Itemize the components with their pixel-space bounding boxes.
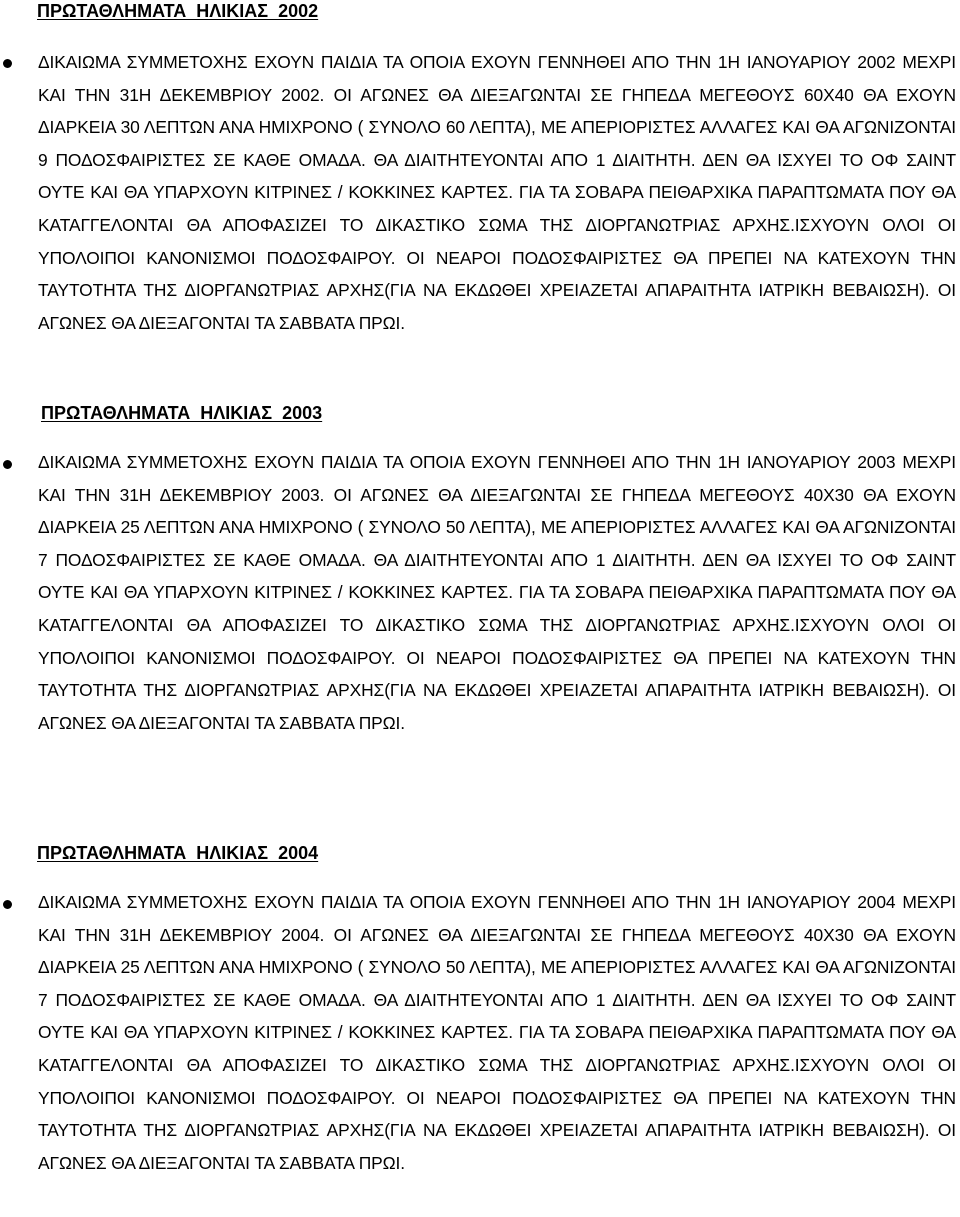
section-heading-2004: ΠΡΩΤΑΘΛΗΜΑΤΑ ΗΛΙΚΙΑΣ 2004 [37,843,319,863]
bullet-icon [3,900,12,909]
section-heading-2003: ΠΡΩΤΑΘΛΗΜΑΤΑ ΗΛΙΚΙΑΣ 2003 [41,403,323,423]
bullet-icon [3,460,12,469]
rules-paragraph-2003: ΔΙΚΑΙΩΜΑ ΣΥΜΜΕΤΟΧΗΣ ΕΧΟΥΝ ΠΑΙΔΙΑ ΤΑ ΟΠΟΙΑ ΕΧΟΥΝ ΓΕΝΝΗΘΕΙ ΑΠΟ ΤΗΝ 1Η ΙΑΝΟΥΑΡΙΟΥ 2003 ΜΕΧΡΙ ΚΑΙ ΤΗΝ 31Η ΔΕΚΕΜΒΡΙΟΥ 2003. ΟΙ ΑΓΩΝΕΣ ΘΑ ΔΙΕΞΑΓΩΝΤΑΙ ΣΕ ΓΗΠΕΔΑ ΜΕΓΕΘΟΥΣ 40Χ30 ΘΑ ΕΧΟΥΝ ΔΙΑΡΚΕΙΑ 25 ΛΕΠΤΩΝ ΑΝΑ ΗΜΙΧΡΟΝΟ ( ΣΥΝΟΛΟ 50 ΛΕΠΤΑ), ΜΕ ΑΠΕΡΙΟΡΙΣΤΕΣ ΑΛΛΑΓΕΣ ΚΑΙ ΘΑ ΑΓΩΝΙΖΟΝΤΑΙ 7 ΠΟΔΟΣΦΑΙΡΙΣΤΕΣ ΣΕ ΚΑΘΕ ΟΜΑΔΑ. ΘΑ ΔΙΑΙΤΗΤΕΥΟΝΤΑΙ ΑΠΟ 1 ΔΙΑΙΤΗΤΗ. ΔΕΝ ΘΑ ΙΣΧΥΕΙ ΤΟ ΟΦ ΣΑΙΝΤ ΟΥΤΕ ΚΑΙ ΘΑ ΥΠΑΡΧΟΥΝ ΚΙΤΡΙΝΕΣ / ΚΟΚΚΙΝΕΣ ΚΑΡΤΕΣ. ΓΙΑ ΤΑ ΣΟΒΑΡΑ ΠΕΙΘΑΡΧΙΚΑ ΠΑΡΑΠΤΩΜΑΤΑ ΠΟΥ ΘΑ ΚΑΤΑΓΓΕΛΟΝΤΑΙ ΘΑ ΑΠΟΦΑΣΙΖΕΙ ΤΟ ΔΙΚΑΣΤΙΚΟ ΣΩΜΑ ΤΗΣ ΔΙΟΡΓΑΝΩΤΡΙΑΣ ΑΡΧΗΣ.ΙΣΧΥΟΥΝ ΟΛΟΙ ΟΙ ΥΠΟΛΟΙΠΟΙ ΚΑΝΟΝΙΣΜΟΙ ΠΟΔΟΣΦΑΙΡΟΥ. ΟΙ ΝΕΑΡΟΙ ΠΟΔΟΣΦΑΙΡΙΣΤΕΣ ΘΑ ΠΡΕΠΕΙ ΝΑ ΚΑΤΕΧΟΥΝ ΤΗΝ ΤΑΥΤΟΤΗΤΑ ΤΗΣ ΔΙΟΡΓΑΝΩΤΡΙΑΣ ΑΡΧΗΣ(ΓΙΑ ΝΑ ΕΚΔΩΘΕΙ ΧΡΕΙΑΖΕΤΑΙ ΑΠΑΡΑΙΤΗΤΑ ΙΑΤΡΙΚΗ ΒΕΒΑΙΩΣΗ). ΟΙ ΑΓΩΝΕΣ ΘΑ ΔΙΕΞΑΓΟΝΤΑΙ ΤΑ ΣΑΒΒΑΤΑ ΠΡΩΙ. [38,452,956,733]
bullet-icon [3,59,12,68]
rules-paragraph-2004: ΔΙΚΑΙΩΜΑ ΣΥΜΜΕΤΟΧΗΣ ΕΧΟΥΝ ΠΑΙΔΙΑ ΤΑ ΟΠΟΙΑ ΕΧΟΥΝ ΓΕΝΝΗΘΕΙ ΑΠΟ ΤΗΝ 1Η ΙΑΝΟΥΑΡΙΟΥ 2004 ΜΕΧΡΙ ΚΑΙ ΤΗΝ 31Η ΔΕΚΕΜΒΡΙΟΥ 2004. ΟΙ ΑΓΩΝΕΣ ΘΑ ΔΙΕΞΑΓΩΝΤΑΙ ΣΕ ΓΗΠΕΔΑ ΜΕΓΕΘΟΥΣ 40Χ30 ΘΑ ΕΧΟΥΝ ΔΙΑΡΚΕΙΑ 25 ΛΕΠΤΩΝ ΑΝΑ ΗΜΙΧΡΟΝΟ ( ΣΥΝΟΛΟ 50 ΛΕΠΤΑ), ΜΕ ΑΠΕΡΙΟΡΙΣΤΕΣ ΑΛΛΑΓΕΣ ΚΑΙ ΘΑ ΑΓΩΝΙΖΟΝΤΑΙ 7 ΠΟΔΟΣΦΑΙΡΙΣΤΕΣ ΣΕ ΚΑΘΕ ΟΜΑΔΑ. ΘΑ ΔΙΑΙΤΗΤΕΥΟΝΤΑΙ ΑΠΟ 1 ΔΙΑΙΤΗΤΗ. ΔΕΝ ΘΑ ΙΣΧΥΕΙ ΤΟ ΟΦ ΣΑΙΝΤ ΟΥΤΕ ΚΑΙ ΘΑ ΥΠΑΡΧΟΥΝ ΚΙΤΡΙΝΕΣ / ΚΟΚΚΙΝΕΣ ΚΑΡΤΕΣ. ΓΙΑ ΤΑ ΣΟΒΑΡΑ ΠΕΙΘΑΡΧΙΚΑ ΠΑΡΑΠΤΩΜΑΤΑ ΠΟΥ ΘΑ ΚΑΤΑΓΓΕΛΟΝΤΑΙ ΘΑ ΑΠΟΦΑΣΙΖΕΙ ΤΟ ΔΙΚΑΣΤΙΚΟ ΣΩΜΑ ΤΗΣ ΔΙΟΡΓΑΝΩΤΡΙΑΣ ΑΡΧΗΣ.ΙΣΧΥΟΥΝ ΟΛΟΙ ΟΙ ΥΠΟΛΟΙΠΟΙ ΚΑΝΟΝΙΣΜΟΙ ΠΟΔΟΣΦΑΙΡΟΥ. ΟΙ ΝΕΑΡΟΙ ΠΟΔΟΣΦΑΙΡΙΣΤΕΣ ΘΑ ΠΡΕΠΕΙ ΝΑ ΚΑΤΕΧΟΥΝ ΤΗΝ ΤΑΥΤΟΤΗΤΑ ΤΗΣ ΔΙΟΡΓΑΝΩΤΡΙΑΣ ΑΡΧΗΣ(ΓΙΑ ΝΑ ΕΚΔΩΘΕΙ ΧΡΕΙΑΖΕΤΑΙ ΑΠΑΡΑΙΤΗΤΑ ΙΑΤΡΙΚΗ ΒΕΒΑΙΩΣΗ). ΟΙ ΑΓΩΝΕΣ ΘΑ ΔΙΕΞΑΓΟΝΤΑΙ ΤΑ ΣΑΒΒΑΤΑ ΠΡΩΙ. [38,892,956,1173]
rules-paragraph-2002: ΔΙΚΑΙΩΜΑ ΣΥΜΜΕΤΟΧΗΣ ΕΧΟΥΝ ΠΑΙΔΙΑ ΤΑ ΟΠΟΙΑ ΕΧΟΥΝ ΓΕΝΝΗΘΕΙ ΑΠΟ ΤΗΝ 1Η ΙΑΝΟΥΑΡΙΟΥ 2002 ΜΕΧΡΙ ΚΑΙ ΤΗΝ 31Η ΔΕΚΕΜΒΡΙΟΥ 2002. ΟΙ ΑΓΩΝΕΣ ΘΑ ΔΙΕΞΑΓΩΝΤΑΙ ΣΕ ΓΗΠΕΔΑ ΜΕΓΕΘΟΥΣ 60Χ40 ΘΑ ΕΧΟΥΝ ΔΙΑΡΚΕΙΑ 30 ΛΕΠΤΩΝ ΑΝΑ ΗΜΙΧΡΟΝΟ ( ΣΥΝΟΛΟ 60 ΛΕΠΤΑ), ΜΕ ΑΠΕΡΙΟΡΙΣΤΕΣ ΑΛΛΑΓΕΣ ΚΑΙ ΘΑ ΑΓΩΝΙΖΟΝΤΑΙ 9 ΠΟΔΟΣΦΑΙΡΙΣΤΕΣ ΣΕ ΚΑΘΕ ΟΜΑΔΑ. ΘΑ ΔΙΑΙΤΗΤΕΥΟΝΤΑΙ ΑΠΟ 1 ΔΙΑΙΤΗΤΗ. ΔΕΝ ΘΑ ΙΣΧΥΕΙ ΤΟ ΟΦ ΣΑΙΝΤ ΟΥΤΕ ΚΑΙ ΘΑ ΥΠΑΡΧΟΥΝ ΚΙΤΡΙΝΕΣ / ΚΟΚΚΙΝΕΣ ΚΑΡΤΕΣ. ΓΙΑ ΤΑ ΣΟΒΑΡΑ ΠΕΙΘΑΡΧΙΚΑ ΠΑΡΑΠΤΩΜΑΤΑ ΠΟΥ ΘΑ ΚΑΤΑΓΓΕΛΟΝΤΑΙ ΘΑ ΑΠΟΦΑΣΙΖΕΙ ΤΟ ΔΙΚΑΣΤΙΚΟ ΣΩΜΑ ΤΗΣ ΔΙΟΡΓΑΝΩΤΡΙΑΣ ΑΡΧΗΣ.ΙΣΧΥΟΥΝ ΟΛΟΙ ΟΙ ΥΠΟΛΟΙΠΟΙ ΚΑΝΟΝΙΣΜΟΙ ΠΟΔΟΣΦΑΙΡΟΥ. ΟΙ ΝΕΑΡΟΙ ΠΟΔΟΣΦΑΙΡΙΣΤΕΣ ΘΑ ΠΡΕΠΕΙ ΝΑ ΚΑΤΕΧΟΥΝ ΤΗΝ ΤΑΥΤΟΤΗΤΑ ΤΗΣ ΔΙΟΡΓΑΝΩΤΡΙΑΣ ΑΡΧΗΣ(ΓΙΑ ΝΑ ΕΚΔΩΘΕΙ ΧΡΕΙΑΖΕΤΑΙ ΑΠΑΡΑΙΤΗΤΑ ΙΑΤΡΙΚΗ ΒΕΒΑΙΩΣΗ). ΟΙ ΑΓΩΝΕΣ ΘΑ ΔΙΕΞΑΓΟΝΤΑΙ ΤΑ ΣΑΒΒΑΤΑ ΠΡΩΙ. [38,52,956,333]
section-heading-2002: ΠΡΩΤΑΘΛΗΜΑΤΑ ΗΛΙΚΙΑΣ 2002 [37,1,319,21]
